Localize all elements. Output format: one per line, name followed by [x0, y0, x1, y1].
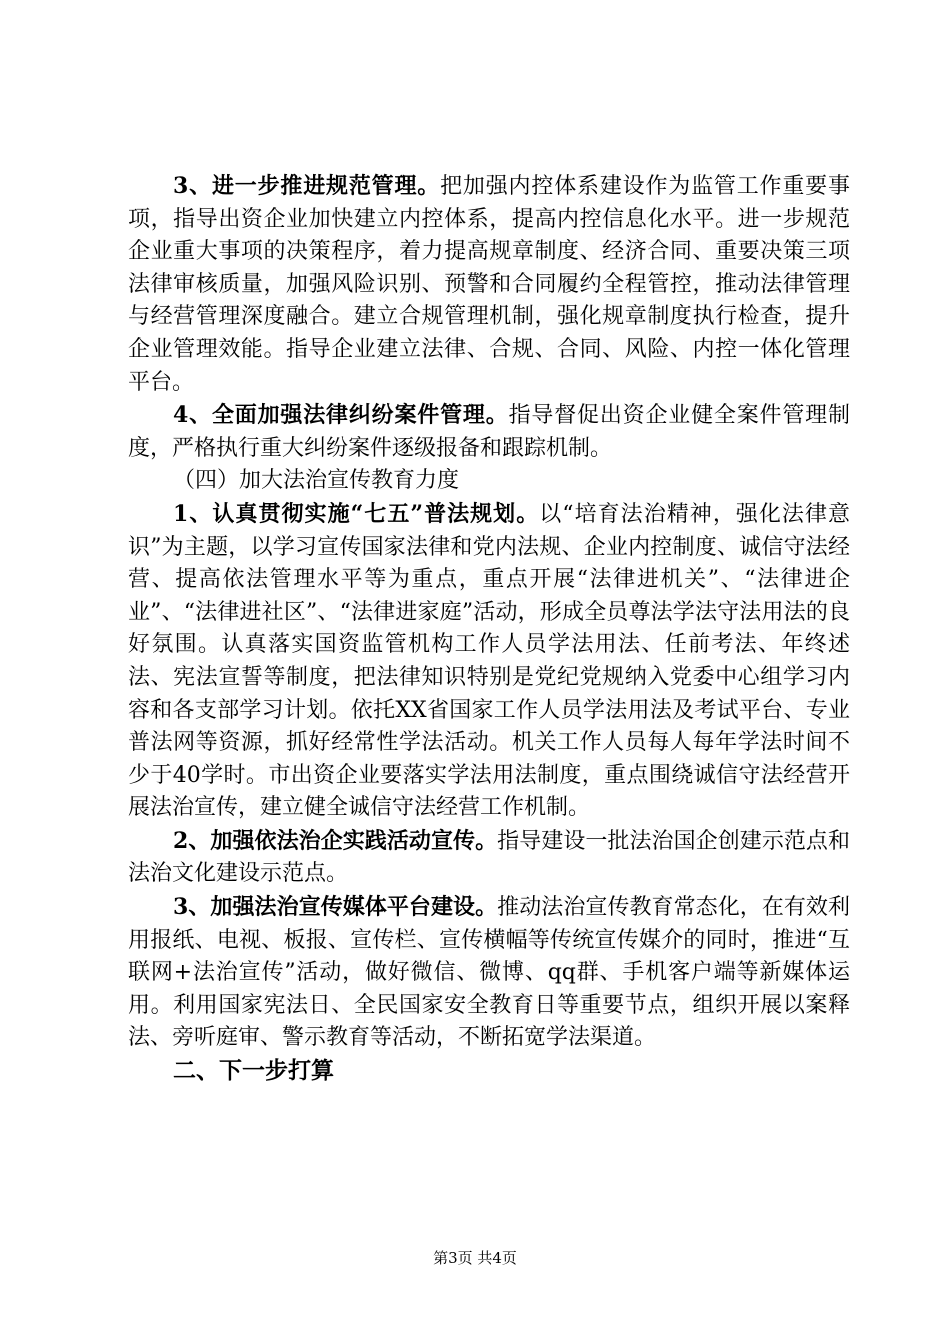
paragraph-text: 以“培育法治精神，强化法律意识”为主题，以学习宣传国家法律和党内法规、企业内控制度、诚信守法经营、提高依法管理水平等为重点，重点开展“法律进机关”、“法律进企业”、“法律进社区”、“法律进家庭”活动，形成全员尊法学法守法用法的良好氛围。认真落实国资监管机构工作人员学法用法、任前考法、年终述法、宪法宣誓等制度，把法律知识特别是党纪党规纳入党委中心组学习内容和各支部学习计划。依托XX省国家工作人员学法用法及考试平台、专业普法网等资源，抓好经常性学法活动。机关工作人员每人每年学法时间不少于40学时。市出资企业要落实学法用法制度，重点围绕诚信守法经营开展法治宣传，建立健全诚信守法经营工作机制。: [128, 501, 851, 821]
paragraph-text: 推动法治宣传教育常态化，在有效利用报纸、电视、板报、宣传栏、宣传横幅等传统宣传媒介的同时，推进“互联网+法治宣传”活动，做好微信、微博、qq群、手机客户端等新媒体运用。利用国家宪法日、全民国家安全教育日等重要节点，组织开展以案释法、旁听庭审、警示教育等活动，不断拓宽学法渠道。: [128, 895, 850, 1051]
paragraph-media-platform: [128, 891, 850, 1055]
paragraph-dispute-case-management: [128, 399, 850, 465]
paragraph-lead: 3、进一步推进规范管理。: [173, 173, 441, 199]
paragraph-practice-promotion: [128, 825, 850, 891]
paragraph-lead: 2、加强依法治企实践活动宣传。: [173, 827, 498, 854]
paragraph-seventh-five-year-plan: [128, 498, 850, 825]
document-body: [128, 170, 850, 1088]
section-heading-next-steps: 二、下一步打算: [173, 1057, 334, 1085]
paragraph-text: 指导督促出资企业健全案件管理制度，严格执行重大纠纷案件逐级报备和跟踪机制。: [128, 403, 850, 461]
section-heading-legal-education: （四）加大法治宣传教育力度: [173, 468, 460, 494]
paragraph-text: 指导建设一批法治国企创建示范点和法治文化建设示范点。: [128, 828, 850, 887]
paragraph-standardized-management: [128, 170, 850, 399]
paragraph-text: 把加强内控体系建设作为监管工作重要事项，指导出资企业加快建立内控体系，提高内控信息化水平。进一步规范企业重大事项的决策程序，着力提高规章制度、经济合同、重要决策三项法律审核质量，加强风险识别、预警和合同履约全程管控，推动法律管理与经营管理深度融合。建立合规管理机制，强化规章制度执行检查，提升企业管理效能。指导企业建立法律、合规、合同、风险、内控一体化管理平台。: [128, 174, 850, 395]
paragraph-lead: 4、全面加强法律纠纷案件管理。: [173, 402, 509, 429]
paragraph-lead: 3、加强法治宣传媒体平台建设。: [173, 894, 498, 921]
page-number: 第3页 共4页: [433, 1249, 517, 1267]
paragraph-lead: 1、认真贯彻实施“七五”普法规划。: [173, 500, 540, 527]
page-footer: [0, 1247, 950, 1268]
